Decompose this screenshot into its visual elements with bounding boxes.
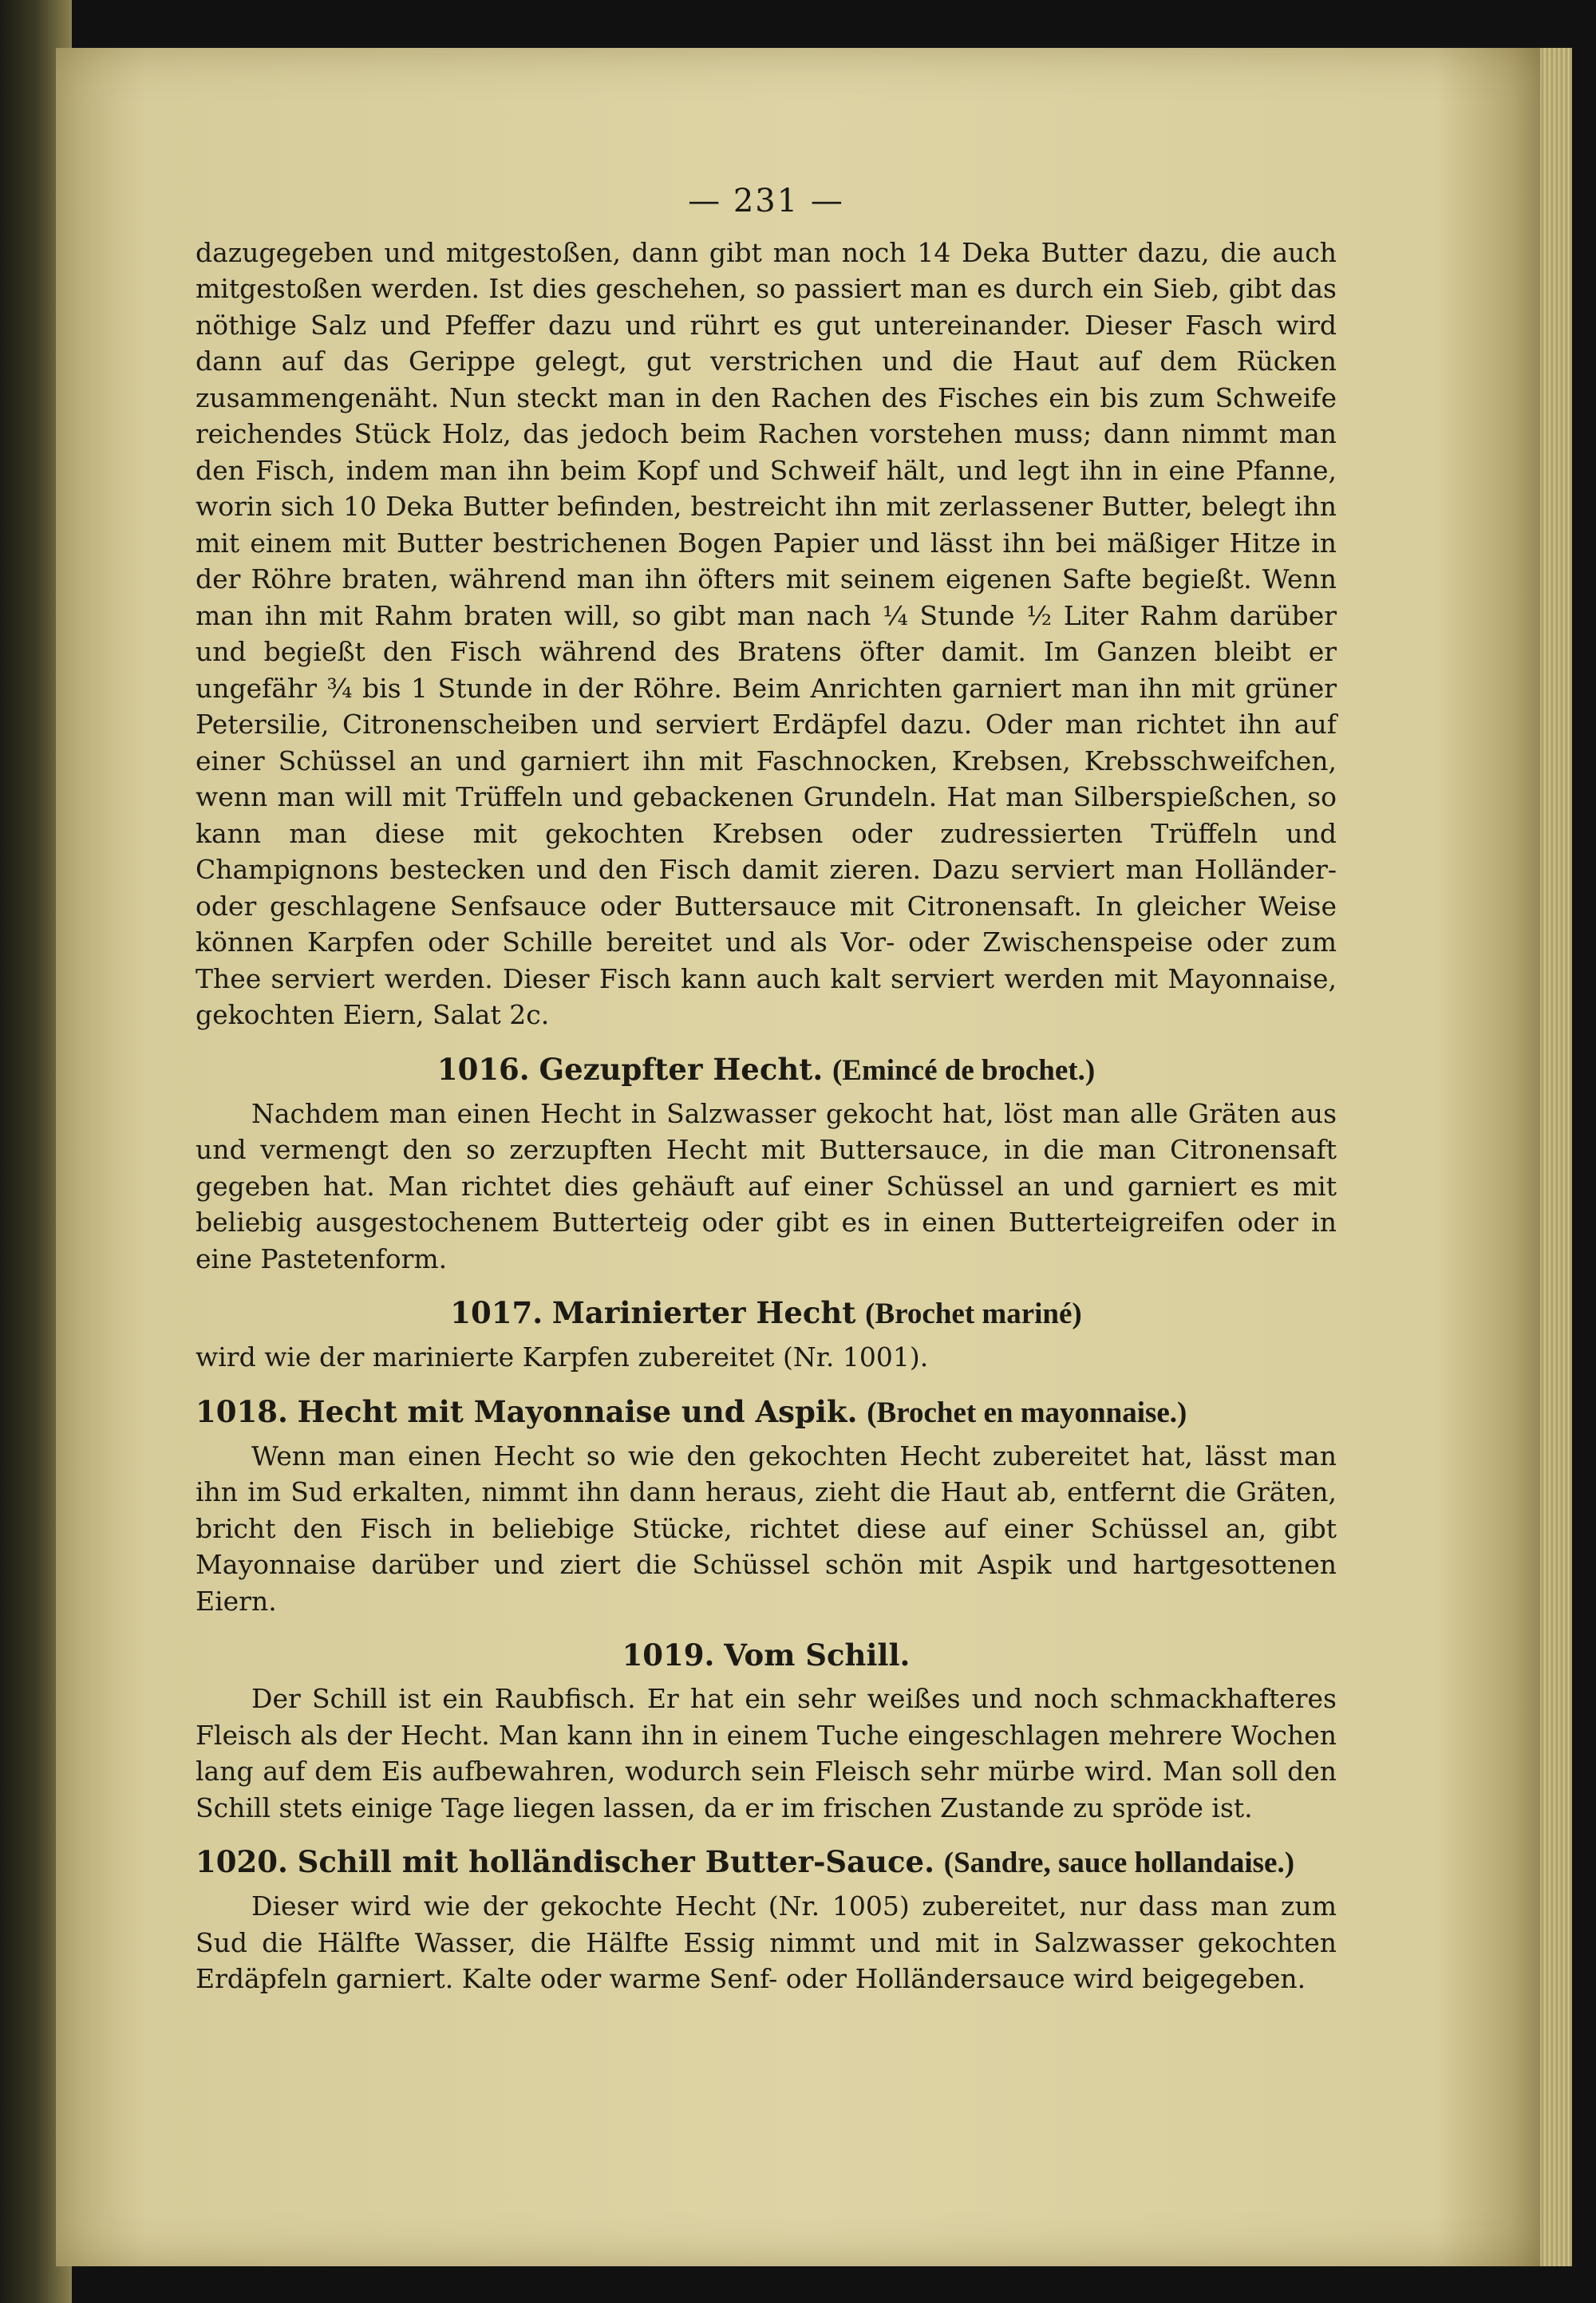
recipe-text-1020: Dieser wird wie der gekochte Hecht (Nr. 1005) zubereitet, nur dass man zum Sud die Hälfte Wasser, die Hälfte Essig nimmt und mit in Salzwasser gekochten Erdäpfeln garniert. Kalte oder warme Senf- oder Holländersauce wird beigegeben. <box>196 1890 1337 1994</box>
recipe-french-title: (Brochet mariné) <box>865 1298 1082 1330</box>
recipe-text-1019: Der Schill ist ein Raubfisch. Er hat ein sehr weißes und noch schmackhafteres Fleisch als der Hecht. Man kann ihn in einem Tuche eingeschlagen mehrere Wochen lang auf dem Eis aufbewahren, wodurch sein Fleisch sehr mürbe wird. Man soll den Schill stets einige Tage liegen lassen, da er im frischen Zustande zu spröde ist. <box>196 1683 1337 1823</box>
recipe-french-title: (Sandre, sauce hollandaise.) <box>943 1847 1295 1879</box>
recipe-number: 1018. <box>196 1393 288 1429</box>
recipe-title: Hecht mit Mayonnaise und Aspik. <box>297 1393 858 1429</box>
recipe-heading-1020 <box>196 1842 1337 1883</box>
recipe-title: Schill mit holländischer Butter-Sauce. <box>297 1844 934 1879</box>
recipe-text-1018: Wenn man einen Hecht so wie den gekochten Hecht zubereitet hat, lässt man ihn im Sud erkalten, nimmt ihn dann heraus, zieht die Haut ab, entfernt die Gräten, bricht den Fisch in beliebige Stücke, richtet diese auf einer Schüssel an, gibt Mayonnaise darüber und ziert die Schüssel schön mit Aspik und hartgesottenen Eiern. <box>196 1440 1337 1617</box>
recipe-heading-1019 <box>196 1635 1337 1676</box>
recipe-title: Gezupfter Hecht. <box>539 1051 824 1087</box>
recipe-number: 1019. <box>622 1637 715 1673</box>
recipe-number: 1017. <box>450 1295 543 1330</box>
recipe-number: 1016. <box>437 1051 530 1087</box>
recipe-text-1017: wird wie der marinierte Karpfen zubereitet (Nr. 1001). <box>196 1341 929 1373</box>
recipe-title: Marinierter Hecht <box>551 1295 856 1330</box>
recipe-text-1016: Nachdem man einen Hecht in Salzwasser gekocht hat, löst man alle Gräten aus und vermengt den so zerzupften Hecht mit Buttersauce, in die man Citronensaft gegeben hat. Man richtet dies gehäuft auf einer Schüssel an und garniert es mit beliebig ausgestochenem Butterteig oder gibt es in einen Butterteigreifen oder in eine Pastetenform. <box>196 1097 1337 1274</box>
recipe-title: Vom Schill. <box>724 1637 911 1673</box>
recipe-french-title: (Brochet en mayonnaise.) <box>867 1396 1187 1429</box>
recipe-number: 1020. <box>196 1844 288 1879</box>
intro-paragraph: dazugegeben und mitgestoßen, dann gibt man noch 14 Deka Butter dazu, die auch mitgestoßen werden. Ist dies geschehen, so passiert man es durch ein Sieb, gibt das nöthige Salz und Pfeffer dazu und rührt es gut untereinander. Dieser Fasch wird dann auf das Gerippe gelegt, gut verstrichen und die Haut auf dem Rücken zusammengenäht. Nun steckt man in den Rachen des Fisches ein bis zum Schweife reichendes Stück Holz, das jedoch beim Rachen vorstehen muss; dann nimmt man den Fisch, indem man ihn beim Kopf und Schweif hält, und legt ihn in eine Pfanne, worin sich 10 Deka Butter befinden, bestreicht ihn mit zerlassener Butter, belegt ihn mit einem mit Butter bestrichenen Bogen Papier und lässt ihn bei mäßiger Hitze in der Röhre braten, während man ihn öfters mit seinem eigenen Safte begießt. Wenn man ihn mit Rahm braten will, so gibt man nach ¼ Stunde ½ Liter Rahm darüber und begießt den Fisch während des Bratens öfter damit. Im Ganzen bleibt er ungefähr ¾ bis 1 Stunde in der Röhre. Beim Anrichten garniert man ihn mit grüner Petersilie, Citronenscheiben und serviert Erdäpfel dazu. Oder man richtet ihn auf einer Schüssel an und garniert ihn mit Faschnocken, Krebsen, Krebsschweifchen, wenn man will mit Trüffeln und gebackenen Grundeln. Hat man Silberspießchen, so kann man diese mit gekochten Krebsen oder zudressierten Trüffeln und Champignons bestecken und den Fisch damit zieren. Dazu serviert man Holländer- oder geschlagene Senfsauce oder Buttersauce mit Citronensaft. In gleicher Weise können Karpfen oder Schille bereitet und als Vor- oder Zwischenspeise oder zum Thee serviert werden. Dieser Fisch kann auch kalt serviert werden mit Mayonnaise, gekochten Eiern, Salat 2c. <box>196 236 1337 1030</box>
page-number: — 231 — <box>688 183 844 219</box>
recipe-heading-1016 <box>196 1049 1337 1091</box>
recipe-french-title: (Emincé de brochet.) <box>832 1053 1096 1087</box>
page-edge <box>1540 48 1572 2266</box>
page-content <box>196 184 1337 1997</box>
recipe-heading-1017 <box>196 1293 1337 1334</box>
recipe-heading-1018 <box>196 1392 1337 1433</box>
